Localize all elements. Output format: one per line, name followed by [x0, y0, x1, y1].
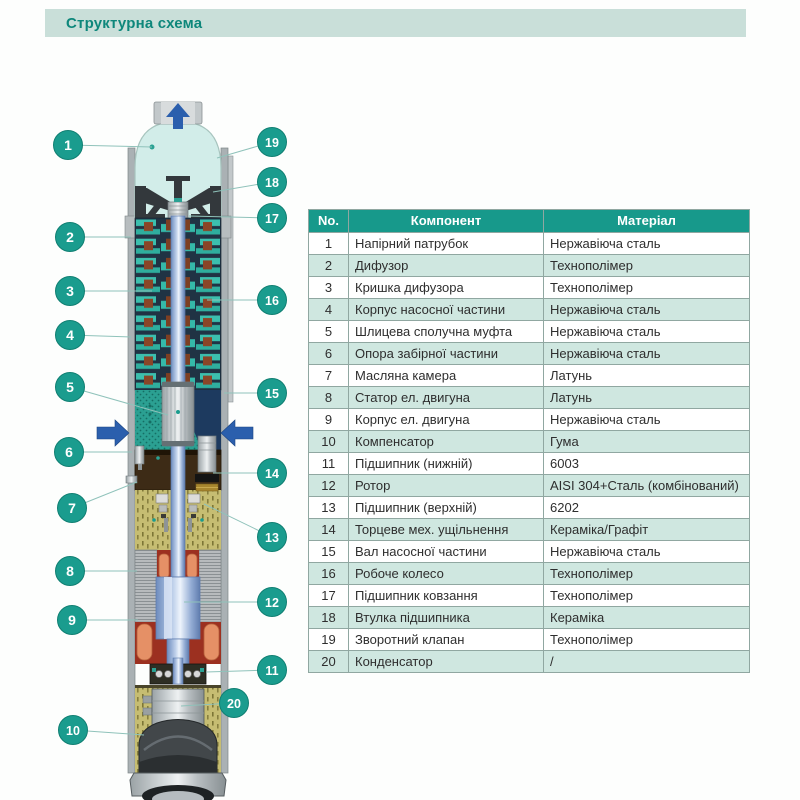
vent-bolt-tip — [138, 464, 142, 470]
cell-material: Кераміка — [544, 607, 750, 629]
table-row — [309, 409, 750, 431]
callout-number: 12 — [265, 595, 279, 610]
cell-material: Латунь — [544, 365, 750, 387]
intake-hole — [149, 421, 152, 424]
callout-number: 3 — [66, 282, 74, 299]
table-row — [309, 453, 750, 475]
casing-wall-left — [128, 148, 135, 773]
cell-material: Технополімер — [544, 277, 750, 299]
table-row — [309, 431, 750, 453]
stator-right — [199, 550, 221, 622]
table-row — [309, 299, 750, 321]
thread-ridge-left — [125, 216, 135, 238]
casing-wall-right — [221, 148, 228, 773]
table-row — [309, 255, 750, 277]
cell-no: 12 — [309, 475, 349, 497]
callout-6 — [55, 438, 133, 467]
callout-number: 10 — [66, 723, 80, 738]
cell-component: Підшипник (нижній) — [349, 453, 544, 475]
outer-sleeve — [228, 156, 233, 402]
cell-component: Корпус ел. двигуна — [349, 409, 544, 431]
cell-no: 10 — [309, 431, 349, 453]
table-row — [309, 629, 750, 651]
callout-number: 15 — [265, 386, 279, 401]
callout-8 — [56, 557, 138, 586]
cell-no: 2 — [309, 255, 349, 277]
cell-no: 6 — [309, 343, 349, 365]
table-row — [309, 585, 750, 607]
cell-component: Торцеве мех. ущільнення — [349, 519, 544, 541]
cell-component: Вал насосної частини — [349, 541, 544, 563]
cell-no: 14 — [309, 519, 349, 541]
callout-7 — [58, 482, 138, 523]
winding-bottom-left — [137, 624, 152, 660]
stator-left — [135, 550, 157, 622]
intake-hole — [149, 405, 152, 408]
col-header-material: Матеріал — [544, 210, 750, 233]
cell-no: 3 — [309, 277, 349, 299]
table-row — [309, 343, 750, 365]
callout-number: 13 — [265, 530, 279, 545]
cell-no: 18 — [309, 607, 349, 629]
page-title: Структурна схема — [66, 14, 203, 32]
cell-component: Дифузор — [349, 255, 544, 277]
bottom-cap — [130, 773, 226, 800]
cell-component: Напірний патрубок — [349, 233, 544, 255]
callout-number: 6 — [65, 443, 73, 460]
callout-number: 7 — [68, 499, 76, 516]
cell-no: 13 — [309, 497, 349, 519]
parts-table — [308, 209, 750, 673]
table-row — [309, 541, 750, 563]
winding-bottom-right — [204, 624, 219, 660]
cell-no: 9 — [309, 409, 349, 431]
winding-top-right — [187, 554, 197, 578]
callout-number: 9 — [68, 611, 76, 628]
cell-material: Технополімер — [544, 585, 750, 607]
cell-component: Масляна камера — [349, 365, 544, 387]
intake-hole — [149, 413, 152, 416]
cell-material: Латунь — [544, 387, 750, 409]
cell-component: Компенсатор — [349, 431, 544, 453]
cell-component: Кришка дифузора — [349, 277, 544, 299]
cell-no: 8 — [309, 387, 349, 409]
cell-material: Нержавіюча сталь — [544, 409, 750, 431]
cell-material: Нержавіюча сталь — [544, 541, 750, 563]
cell-component: Статор ел. двигуна — [349, 387, 544, 409]
table-row — [309, 277, 750, 299]
cell-material: Нержавіюча сталь — [544, 321, 750, 343]
callout-number: 2 — [66, 228, 74, 245]
cell-material: AISI 304+Сталь (комбінований) — [544, 475, 750, 497]
cell-no: 5 — [309, 321, 349, 343]
vent-bolt — [135, 446, 144, 464]
cell-component: Опора забірної частини — [349, 343, 544, 365]
cell-component: Корпус насосної частини — [349, 299, 544, 321]
rotor-highlight — [164, 577, 172, 639]
rotor — [156, 577, 200, 639]
cell-no: 11 — [309, 453, 349, 475]
callout-number: 16 — [265, 293, 279, 308]
cell-no: 15 — [309, 541, 349, 563]
cell-component: Ротор — [349, 475, 544, 497]
cell-material: Технополімер — [544, 629, 750, 651]
cell-no: 19 — [309, 629, 349, 651]
cell-component: Втулка підшипника — [349, 607, 544, 629]
callout-number: 1 — [64, 136, 72, 153]
oil-dot — [156, 456, 160, 460]
col-header-no: No. — [309, 210, 349, 233]
table-header-row — [309, 210, 750, 233]
cell-material: Технополімер — [544, 255, 750, 277]
inflow-arrow-left-icon — [97, 420, 129, 446]
callout-number: 17 — [265, 211, 279, 226]
cell-no: 1 — [309, 233, 349, 255]
cell-component: Конденсатор — [349, 651, 544, 673]
callout-number: 4 — [66, 326, 74, 343]
cell-material: Гума — [544, 431, 750, 453]
callout-number: 5 — [66, 378, 74, 395]
bottom-chamber-rim — [135, 685, 221, 688]
thread-ridge-right — [221, 216, 231, 238]
callout-number: 11 — [265, 663, 279, 678]
callout-number: 18 — [265, 175, 279, 190]
cell-no: 20 — [309, 651, 349, 673]
cell-material: Нержавіюча сталь — [544, 343, 750, 365]
table-row — [309, 475, 750, 497]
cell-component: Підшипник ковзання — [349, 585, 544, 607]
hub-cap — [174, 198, 182, 202]
cell-material: Кераміка/Графіт — [544, 519, 750, 541]
col-header-component: Компонент — [349, 210, 544, 233]
cell-no: 4 — [309, 299, 349, 321]
cell-no: 7 — [309, 365, 349, 387]
cell-component: Зворотний клапан — [349, 629, 544, 651]
table-row — [309, 497, 750, 519]
cell-material: 6003 — [544, 453, 750, 475]
cell-component: Робоче колесо — [349, 563, 544, 585]
table-row — [309, 365, 750, 387]
table-row — [309, 563, 750, 585]
callout-4 — [56, 321, 132, 350]
cell-material: Нержавіюча сталь — [544, 299, 750, 321]
cell-material: Технополімер — [544, 563, 750, 585]
table-row — [309, 651, 750, 673]
table-row — [309, 607, 750, 629]
cell-no: 17 — [309, 585, 349, 607]
callout-number: 20 — [227, 696, 241, 711]
table-row — [309, 387, 750, 409]
compensator — [139, 720, 217, 774]
spline-coupling — [162, 382, 194, 446]
callout-2 — [56, 223, 132, 252]
callout-number: 19 — [265, 135, 279, 150]
cell-component: Підшипник (верхній) — [349, 497, 544, 519]
cell-no: 16 — [309, 563, 349, 585]
cell-material: Нержавіюча сталь — [544, 233, 750, 255]
winding-top-left — [159, 554, 169, 578]
callout-number: 8 — [66, 562, 74, 579]
table-row — [309, 321, 750, 343]
cell-component: Шлицева сполучна муфта — [349, 321, 544, 343]
cell-material: / — [544, 651, 750, 673]
cell-material: 6202 — [544, 497, 750, 519]
table-row — [309, 519, 750, 541]
callout-number: 14 — [265, 466, 279, 481]
table-row — [309, 233, 750, 255]
title-bar — [45, 9, 746, 37]
callout-9 — [58, 606, 139, 635]
pump-diagram — [40, 90, 300, 800]
callout-15 — [224, 379, 287, 408]
oil-plug — [126, 476, 137, 483]
